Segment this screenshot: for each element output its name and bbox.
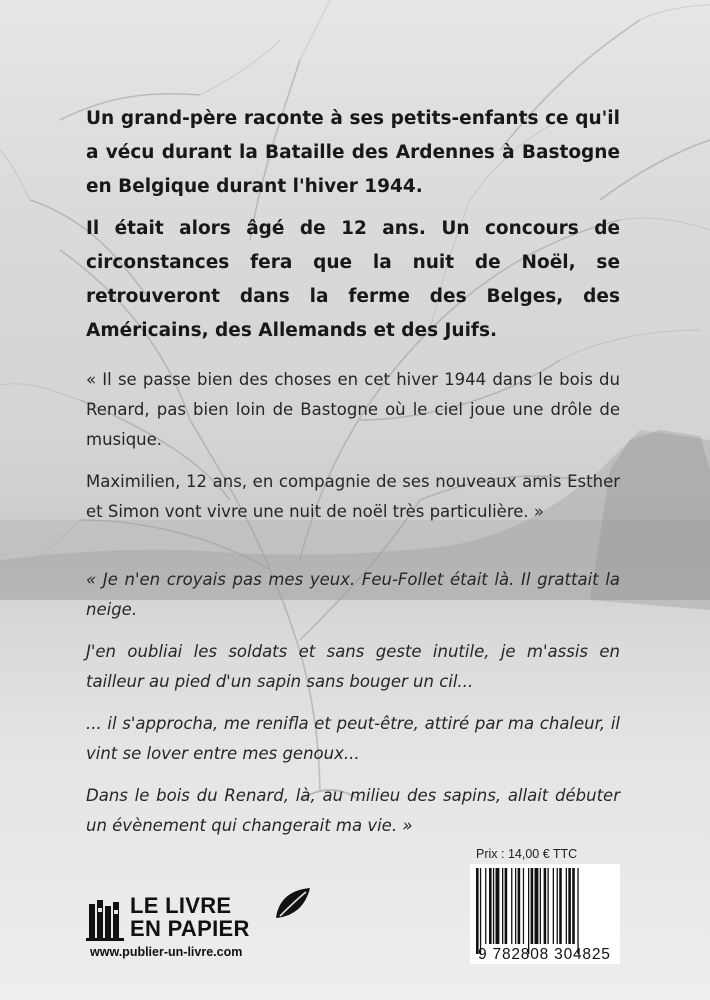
quote-paragraph: Maximilien, 12 ans, en compagnie de ses nouveaux amis Esther et Simon vont vivre une nuit de noël très particulière. » bbox=[86, 472, 620, 521]
barcode-bar bbox=[559, 868, 562, 944]
intro-paragraph: Il était alors âgé de 12 ans. Un concours de circonstances fera que la nuit de Noël, se retrouveront dans la ferme des Belges, des Américains, des Allemands et des Juifs. bbox=[86, 218, 620, 341]
logo-line-1: LE LIVRE bbox=[130, 893, 232, 918]
barcode-bar bbox=[572, 868, 575, 944]
isbn-number: 9 782808 304825 bbox=[478, 946, 611, 963]
barcode-bar bbox=[523, 868, 524, 944]
barcode-bar bbox=[511, 868, 512, 944]
books-icon bbox=[86, 894, 130, 942]
quote-block-2 bbox=[86, 565, 620, 841]
barcode-bar bbox=[544, 868, 547, 944]
leaf-icon bbox=[272, 886, 312, 920]
intro-block bbox=[86, 102, 620, 348]
barcode-bar bbox=[505, 868, 508, 944]
logo-line-2: EN PAPIER bbox=[130, 916, 250, 941]
barcode-bar bbox=[489, 868, 492, 944]
barcode-bar bbox=[476, 868, 479, 954]
quote-paragraph: « Il se passe bien des choses en cet hiver 1944 dans le bois du Renard, pas bien loin de Bastogne où le ciel joue une drôle de musique. bbox=[86, 370, 620, 449]
barcode-bar bbox=[535, 868, 539, 944]
barcode-bar bbox=[493, 868, 494, 944]
barcode-bar bbox=[496, 868, 500, 944]
publisher-logo bbox=[86, 886, 318, 966]
barcode-bar bbox=[515, 868, 516, 944]
barcode-bar bbox=[518, 868, 521, 944]
quote-paragraph: Dans le bois du Renard, là, au milieu des sapins, allait débuter un évènement qui changerait ma vie. » bbox=[86, 786, 620, 835]
barcode-bar bbox=[548, 868, 549, 944]
barcode-bar bbox=[480, 868, 481, 954]
quote-block-1 bbox=[86, 365, 620, 527]
barcode-bar bbox=[528, 868, 529, 954]
barcode-bar bbox=[566, 868, 567, 944]
barcode-bar bbox=[485, 868, 486, 944]
barcode-bar bbox=[540, 868, 541, 944]
intro-paragraph: Un grand-père raconte à ses petits-enfants ce qu'il a vécu durant la Bataille des Ardennes à Bastogne en Belgique durant l'hiver 1944. bbox=[86, 108, 620, 197]
price-label: Prix : 14,00 € TTC bbox=[476, 847, 578, 861]
barcode-bar bbox=[553, 868, 554, 944]
barcode-bar bbox=[557, 868, 558, 944]
barcode-bar bbox=[502, 868, 503, 944]
barcode-bar bbox=[568, 868, 571, 944]
barcode-bar bbox=[577, 868, 578, 954]
barcode-bar bbox=[531, 868, 534, 944]
quote-paragraph: « Je n'en croyais pas mes yeux. Feu-Follet était là. Il grattait la neige. bbox=[86, 570, 620, 619]
quote-paragraph: J'en oubliai les soldats et sans geste inutile, je m'assis en tailleur au pied d'un sapin sans bouger un cil... bbox=[86, 642, 620, 691]
publisher-url[interactable]: www.publier-un-livre.com bbox=[90, 945, 243, 959]
quote-paragraph: ... il s'approcha, me renifla et peut-être, attiré par ma chaleur, il vint se lover entre mes genoux... bbox=[86, 714, 620, 763]
